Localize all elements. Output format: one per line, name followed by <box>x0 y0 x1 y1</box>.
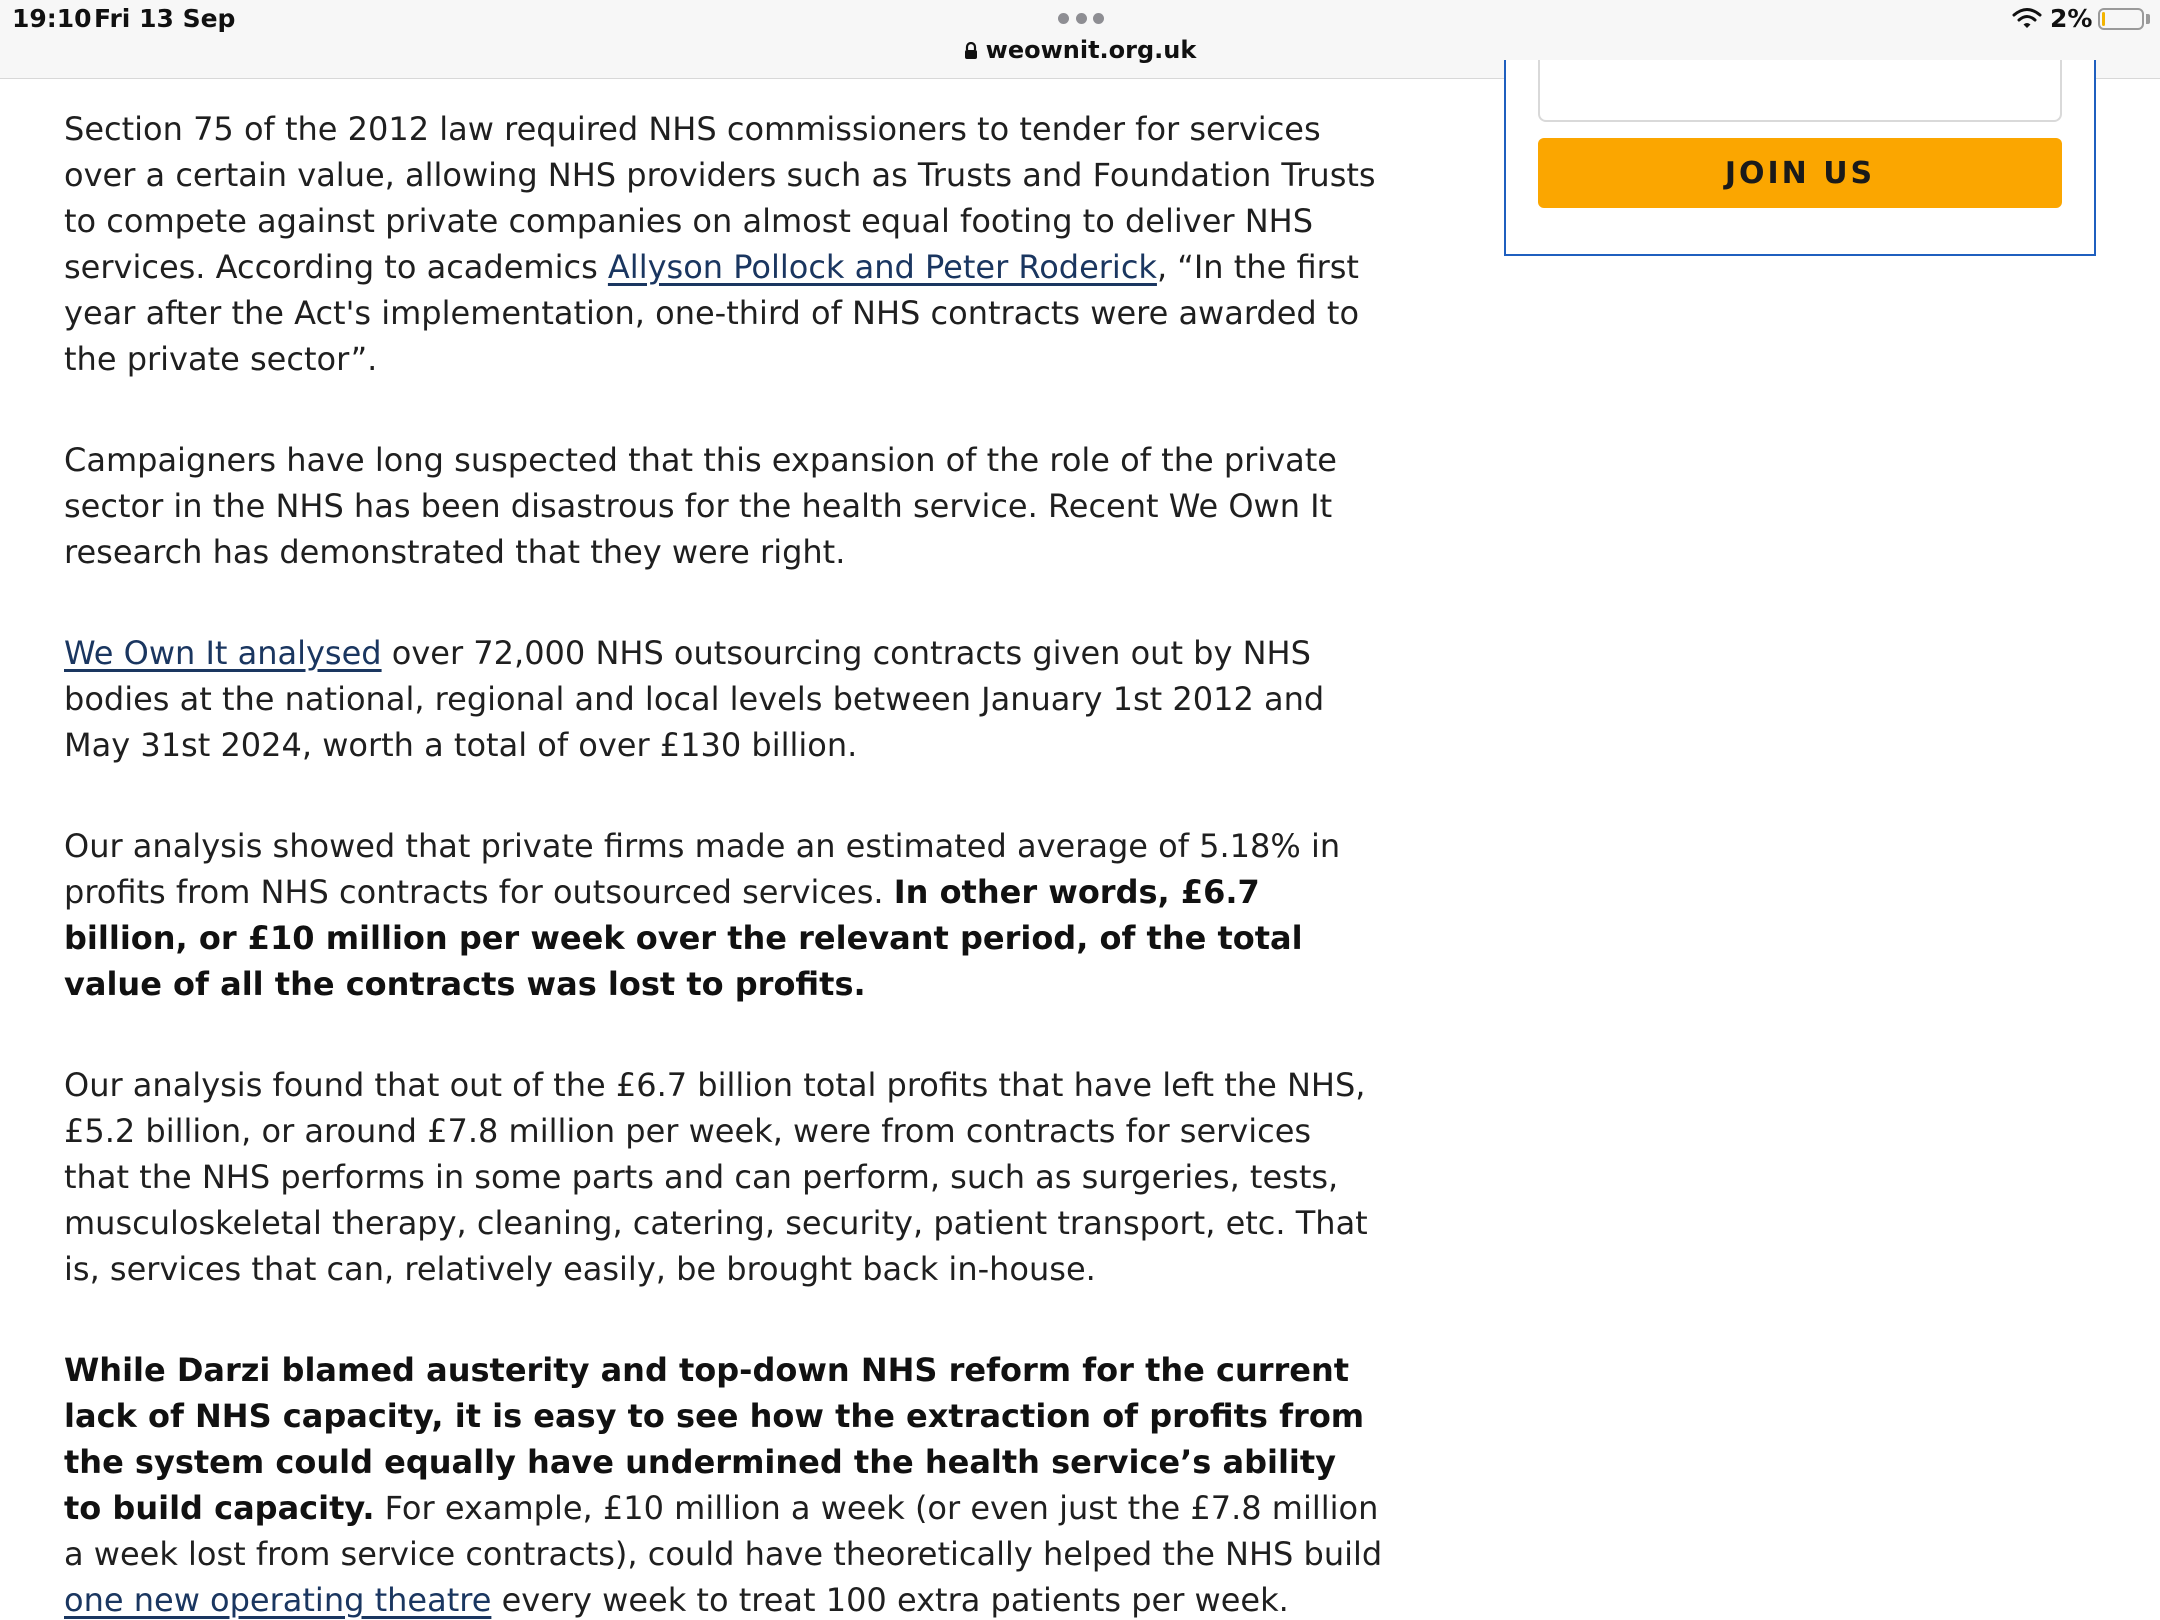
link-pollock-roderick[interactable]: Allyson Pollock and Peter Roderick <box>607 248 1157 286</box>
paragraph-analysis <box>64 630 1384 768</box>
paragraph-darzi <box>64 1347 1384 1620</box>
url-text: weownit.org.uk <box>985 36 1197 64</box>
paragraph-text: every week to treat 100 extra patients per week. <box>491 1581 1289 1619</box>
paragraph-text: Campaigners have long suspected that this expansion of the role of the private sector in the NHS has been disastrous for the health service. Recent We Own It research has demonstrated that they were right. <box>64 441 1337 571</box>
battery-percent: 2% <box>2050 4 2093 33</box>
battery-cap <box>2146 14 2150 24</box>
join-us-button[interactable]: JOIN US <box>1538 138 2062 208</box>
paragraph-bold-text: While Darzi blamed austerity and top-down NHS reform for the current lack of NHS capacity, it is easy to see how the extraction of profits from the system could equally have undermined the health service’s ability to build capacity. <box>64 1351 1365 1527</box>
signup-input[interactable] <box>1538 60 2062 122</box>
battery-level-fill <box>2102 12 2105 26</box>
paragraph-profits <box>64 823 1384 1007</box>
link-we-own-it-analysed[interactable]: We Own It analysed <box>64 634 382 672</box>
paragraph-campaigners <box>64 437 1384 575</box>
lock-icon <box>964 38 978 66</box>
multitasking-dots-icon[interactable] <box>1058 13 1104 25</box>
wifi-icon <box>2012 7 2042 33</box>
paragraph-text: Section 75 of the 2012 law required NHS commissioners to tender for services over a certain value, allowing NHS providers such as Trusts and Foundation Trusts to compete against private companies on almost equal footing to deliver NHS services. According to academics <box>64 110 1376 286</box>
article-body <box>64 106 1384 1620</box>
paragraph-text: over 72,000 NHS outsourcing contracts given out by NHS bodies at the national, regional and local levels between January 1st 2012 and May 31st 2024, worth a total of over £130 billion. <box>64 634 1325 764</box>
paragraph-section-75 <box>64 106 1384 382</box>
status-time: 19:10 <box>12 4 92 33</box>
paragraph-services <box>64 1062 1384 1292</box>
paragraph-text: Our analysis showed that private firms made an estimated average of 5.18% in profits from NHS contracts for outsourced services. <box>64 827 1341 911</box>
paragraph-text: , “In the first year after the Act's implementation, one-third of NHS contracts were awarded to the private sector”. <box>64 248 1360 378</box>
paragraph-text: For example, £10 million a week (or even just the £7.8 million a week lost from service contracts), could have theoretically helped the NHS build <box>64 1489 1383 1573</box>
paragraph-bold-text: In other words, £6.7 billion, or £10 million per week over the relevant period, of the total value of all the contracts was lost to profits. <box>64 873 1303 1003</box>
status-date: Fri 13 Sep <box>94 4 236 33</box>
signup-box <box>1504 60 2096 256</box>
link-operating-theatre[interactable]: one new operating theatre <box>64 1581 492 1619</box>
battery-icon <box>2098 8 2144 30</box>
paragraph-text: Our analysis found that out of the £6.7 billion total profits that have left the NHS, £5.2 billion, or around £7.8 million per week, were from contracts for services that the NHS performs in some parts and can perform, such as surgeries, tests, musculoskeletal therapy, cleaning, catering, security, patient transport, etc. That is, services that can, relatively easily, be brought back in-house. <box>64 1066 1368 1288</box>
